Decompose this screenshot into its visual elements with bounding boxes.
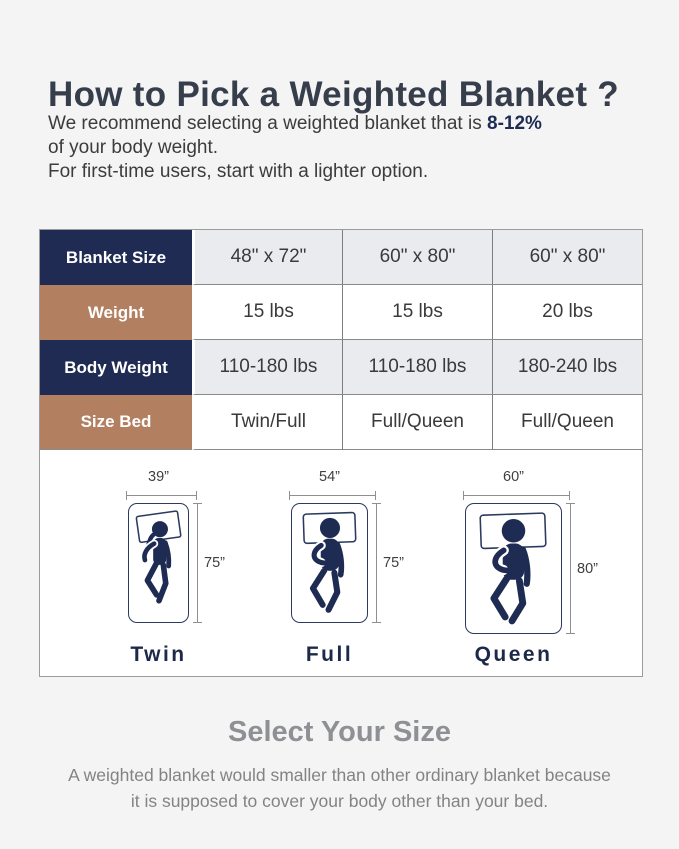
- width-dimension-line: [289, 495, 376, 496]
- row-header-blanket-size: Blanket Size: [40, 230, 192, 285]
- table-cell: Twin/Full: [192, 395, 342, 450]
- sleeping-woman-icon: [129, 504, 188, 622]
- intro-line3: For first-time users, start with a lighter option.: [48, 161, 429, 182]
- table-cell: 110-180 lbs: [192, 340, 342, 395]
- table-cell: Full/Queen: [492, 395, 642, 450]
- row-header-body-weight: Body Weight: [40, 340, 192, 395]
- footer-line1: A weighted blanket would smaller than other ordinary blanket because: [68, 765, 611, 785]
- table-cell: 15 lbs: [192, 285, 342, 340]
- blanket-size-table: [40, 230, 642, 450]
- bed-size-diagram: [40, 451, 642, 675]
- footer-note: [0, 762, 679, 814]
- full-length-dimension: 75”: [383, 555, 404, 571]
- sleeping-man-icon: [466, 504, 561, 633]
- table-cell: Full/Queen: [342, 395, 492, 450]
- width-dimension-line: [463, 495, 570, 496]
- width-dimension-line: [126, 495, 197, 496]
- queen-label: Queen: [474, 643, 553, 666]
- size-chart-panel: [39, 229, 643, 677]
- table-cell: 180-240 lbs: [492, 340, 642, 395]
- table-cell: 48" x 72": [192, 230, 342, 285]
- page-title: How to Pick a Weighted Blanket ?: [48, 75, 619, 115]
- twin-label: Twin: [130, 643, 187, 666]
- footer-line2: it is supposed to cover your body other than your bed.: [130, 791, 549, 811]
- twin-mattress: [128, 503, 189, 623]
- table-cell: 20 lbs: [492, 285, 642, 340]
- select-your-size-heading: Select Your Size: [228, 716, 451, 748]
- intro-highlight: 8-12%: [487, 113, 542, 134]
- full-label: Full: [305, 643, 354, 666]
- table-cell: 15 lbs: [342, 285, 492, 340]
- row-header-size-bed: Size Bed: [40, 395, 192, 450]
- full-width-dimension: 54”: [319, 469, 340, 485]
- intro-line2: of your body weight.: [48, 137, 219, 158]
- queen-width-dimension: 60”: [503, 469, 524, 485]
- sleeping-man-icon: [292, 504, 367, 622]
- length-dimension-line: [570, 503, 571, 634]
- intro-line1: We recommend selecting a weighted blanket that is: [48, 113, 487, 134]
- table-cell: 60" x 80": [342, 230, 492, 285]
- queen-length-dimension: 80”: [577, 561, 598, 577]
- twin-width-dimension: 39”: [148, 469, 169, 485]
- length-dimension-line: [197, 503, 198, 623]
- length-dimension-line: [376, 503, 377, 623]
- intro-text: [48, 112, 542, 184]
- row-header-weight: Weight: [40, 285, 192, 340]
- table-cell: 60" x 80": [492, 230, 642, 285]
- full-mattress: [291, 503, 368, 623]
- queen-mattress: [465, 503, 562, 634]
- table-cell: 110-180 lbs: [342, 340, 492, 395]
- twin-length-dimension: 75”: [204, 555, 225, 571]
